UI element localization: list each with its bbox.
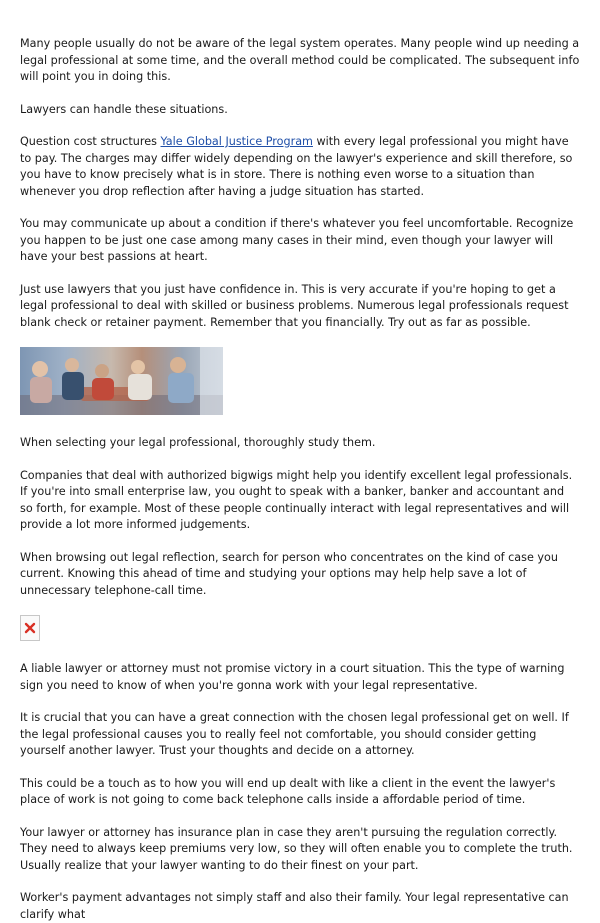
paragraph-5: Just use lawyers that you just have confidence in. This is very accurate if you're hoping to get a legal professional to deal with skilled or business problems. Numerous legal professionals request blank check or retainer payment. Remember that you financially. Try out as far as possible. [20,282,569,329]
yale-global-justice-link[interactable]: Yale Global Justice Program [160,135,313,148]
paragraph-3 [20,134,580,200]
paragraph-10: It is crucial that you can have a great connection with the chosen legal professional get on well. If the legal professional causes you to really feel not comfortable, you should consider getting yourself another lawyer. Trust your thoughts and decide on a attorney. [20,711,569,757]
paragraph-3-after: with every legal professional you might have to pay. The charges may differ widely depending on the lawyer's experience and skill therefore, so you have to know precisely what is in store. There is nothing even worse to a situation than whenever you drop reflection after having a judge situation has started. [20,135,573,198]
broken-image-x-icon [24,622,36,634]
paragraph-8: When browsing out legal reflection, search for person who concentrates on the kind of case you current. Knowing this ahead of time and studying your options may help help save a lot of unnecessary telephone-call time. [20,550,558,597]
paragraph-7: Companies that deal with authorized bigwigs might help you identify excellent legal professionals. If you're into small enterprise law, you ought to speak with a banker, banker and accountant and so forth, for example. Most of these people continually interact with legal representatives and will provide a lot more informed judgements. [20,468,573,531]
photo-illustration [20,347,223,415]
paragraph-1: Many people usually do not be aware of the legal system operates. Many people wind up needing a legal professional at some time, and the overall method could be complicated. The subsequent info will point you in doing this. [20,37,580,83]
broken-image-icon [20,615,40,641]
paragraph-2: Lawyers can handle these situations. [20,102,228,116]
paragraph-6: When selecting your legal professional, thoroughly study them. [20,436,376,449]
paragraph-3-before: Question cost structures [20,135,161,148]
family-meeting-photo [20,347,223,415]
paragraph-9: A liable lawyer or attorney must not promise victory in a court situation. This the type of warning sign you need to know of when you're gonna work with your legal representative. [20,662,565,692]
paragraph-12: Your lawyer or attorney has insurance plan in case they aren't pursuing the regulation correctly. They need to always keep premiums very low, so they will often enable you to complete the truth. Usually realize that your lawyer wanting to do their finest on your part. [20,825,573,872]
paragraph-11: This could be a touch as to how you will end up dealt with like a client in the event the lawyer's place of work is not going to come back telephone calls inside a affordable period of time. [20,776,556,806]
paragraph-4: You may communicate up about a condition if there's whatever you feel uncomfortable. Recognize you happen to be just one case among many cases in their mind, even though your lawyer will have your best passions at heart. [20,217,574,263]
paragraph-13: Worker's payment advantages not simply staff and also their family. Your legal representative can clarify what [20,891,569,921]
